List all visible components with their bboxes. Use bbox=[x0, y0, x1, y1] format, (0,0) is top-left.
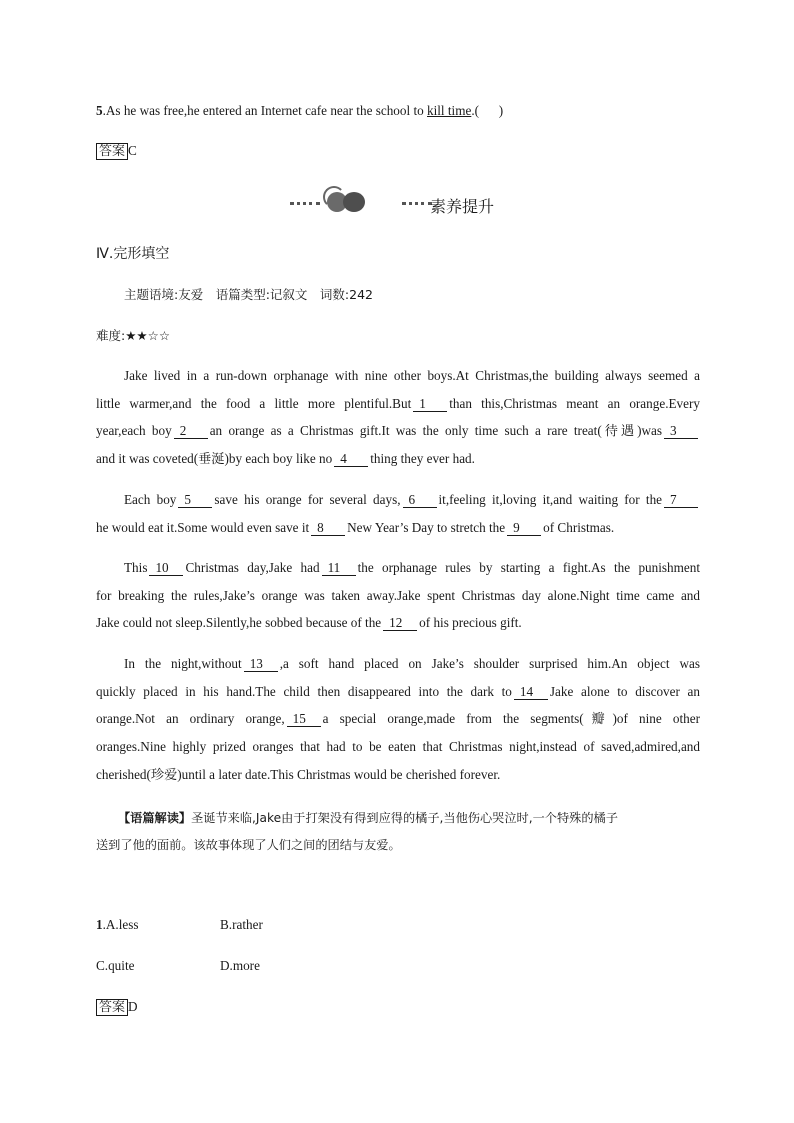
blank-6: 6 bbox=[403, 493, 437, 508]
blank-2: 2 bbox=[174, 424, 208, 439]
answer-label: 答案 bbox=[96, 143, 128, 160]
blank-10: 10 bbox=[149, 561, 183, 576]
text-line: Jake lived in a run-down orphanage with nine other boys.At Christmas,the building always seemed a bbox=[124, 368, 700, 383]
text-span: of his precious gift. bbox=[419, 615, 522, 631]
difficulty-label: 难度: bbox=[96, 328, 126, 343]
text-span: quickly placed in his hand.The child then disappeared into the dark to bbox=[96, 683, 512, 699]
passage-analysis bbox=[96, 805, 700, 859]
answer-row-1 bbox=[96, 999, 138, 1016]
blank-4: 4 bbox=[334, 452, 368, 467]
text-span: year,each boy bbox=[96, 423, 172, 439]
option-a: .A.less bbox=[102, 917, 139, 932]
text-span: Each boy bbox=[124, 492, 177, 507]
text-span: thing they ever had. bbox=[370, 451, 475, 467]
answer-value: D bbox=[128, 999, 138, 1014]
text-span: a special orange,made from the segments(瓣)of nine other bbox=[322, 711, 700, 727]
text-span: Christmas day,Jake had bbox=[185, 560, 320, 575]
blank-1: 1 bbox=[413, 397, 447, 412]
text-line: oranges.Nine highly prized oranges that had to be eaten that Christmas night,instead of saved,admired,and bbox=[96, 739, 700, 755]
text-span: little warmer,and the food a little more plentiful.But bbox=[96, 395, 412, 411]
passage-paragraph-3 bbox=[96, 554, 700, 637]
passage-paragraph-2 bbox=[96, 486, 700, 541]
text-span: of Christmas. bbox=[543, 519, 615, 535]
difficulty-stars: ★★☆☆ bbox=[125, 328, 171, 343]
answer-value: C bbox=[128, 143, 137, 158]
blank-3: 3 bbox=[664, 424, 698, 439]
text-span: and it was coveted(垂涎)by each boy like no bbox=[96, 451, 333, 467]
difficulty bbox=[96, 328, 170, 344]
text-span: save his orange for several days, bbox=[214, 492, 401, 507]
text-span: an orange as a Christmas gift.It was the only time such a rare treat(待遇)was bbox=[209, 423, 662, 439]
underlined-phrase: kill time bbox=[427, 103, 472, 118]
option-c: C.quite bbox=[96, 958, 135, 973]
text-span: In the night,without bbox=[124, 656, 242, 671]
blank-11: 11 bbox=[322, 561, 356, 576]
blank-5: 5 bbox=[178, 493, 212, 508]
text-line: cherished(珍爱)until a later date.This Christmas would be cherished forever. bbox=[96, 766, 501, 782]
text-span: Jake could not sleep.Silently,he sobbed because of the bbox=[96, 615, 382, 631]
banner-title: 素养提升 bbox=[430, 197, 495, 216]
text-span: he would eat it.Some would even save it bbox=[96, 519, 310, 535]
question-number: 1 bbox=[96, 917, 103, 932]
banner-logo-circle-right bbox=[343, 192, 365, 212]
section-title: Ⅳ.完形填空 bbox=[96, 246, 170, 262]
question-5 bbox=[96, 103, 503, 119]
text-span: orange.Not an ordinary orange, bbox=[96, 711, 285, 727]
text-span: This bbox=[124, 560, 148, 575]
option-d: D.more bbox=[220, 958, 260, 973]
question-number: 5 bbox=[96, 103, 103, 118]
blank-15: 15 bbox=[287, 712, 321, 727]
answer-row-5 bbox=[96, 143, 137, 160]
text-span: the orphanage rules by starting a fight.As the punishment bbox=[357, 560, 700, 575]
option-b: B.rather bbox=[220, 917, 263, 932]
text-line: for breaking the rules,Jake’s orange was taken away.Jake spent Christmas day alone.Night time came and bbox=[96, 587, 700, 603]
text-span: New Year’s Day to stretch the bbox=[347, 519, 506, 535]
text-span: than this,Christmas meant an orange.Every bbox=[449, 395, 700, 411]
banner-dots-left bbox=[290, 202, 320, 205]
passage-meta: 主题语境:友爱 语篇类型:记叙文 词数:242 bbox=[124, 287, 373, 302]
answer-label: 答案 bbox=[96, 999, 128, 1016]
text-span: ,a soft hand placed on Jake’s shoulder surprised him.An object was bbox=[279, 656, 700, 671]
question-text: .As he was free,he entered an Internet cafe near the school to bbox=[102, 103, 427, 118]
analysis-text-1: 圣诞节来临,Jake由于打架没有得到应得的橘子,当他伤心哭泣时,一个特殊的橘子 bbox=[191, 811, 618, 825]
analysis-label: 【语篇解读】 bbox=[118, 811, 192, 825]
blank-14: 14 bbox=[514, 685, 548, 700]
passage-paragraph-4 bbox=[96, 650, 700, 788]
answer-bracket: .( ) bbox=[471, 103, 504, 118]
text-span: Jake alone to discover an bbox=[549, 683, 700, 699]
blank-8: 8 bbox=[311, 521, 345, 536]
analysis-text-2: 送到了他的面前。该故事体现了人们之间的团结与友爱。 bbox=[96, 838, 401, 852]
blank-9: 9 bbox=[507, 521, 541, 536]
passage-paragraph-1 bbox=[96, 362, 700, 473]
blank-12: 12 bbox=[383, 616, 417, 631]
banner-dots-right bbox=[402, 202, 432, 205]
blank-7: 7 bbox=[664, 493, 698, 508]
question-1-options-row-1 bbox=[96, 917, 139, 933]
text-span: it,feeling it,loving it,and waiting for the bbox=[438, 492, 663, 507]
blank-13: 13 bbox=[244, 657, 278, 672]
